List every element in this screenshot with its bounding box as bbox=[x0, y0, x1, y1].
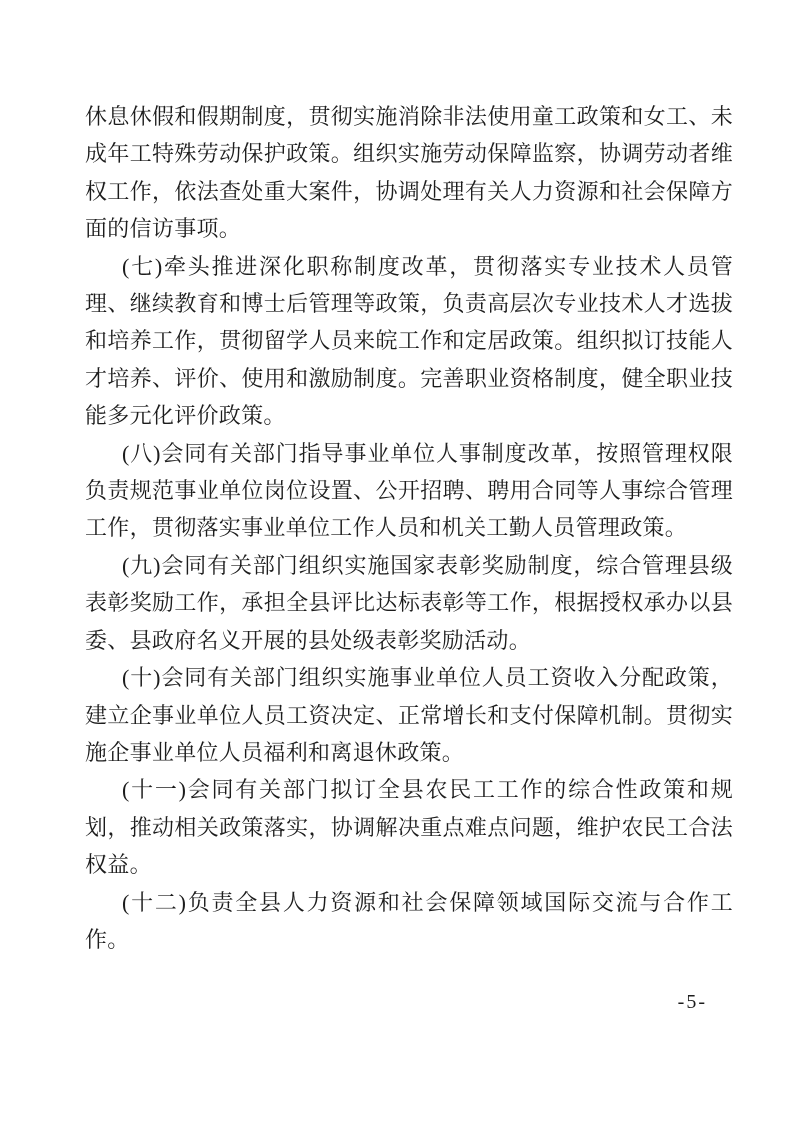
paragraph: 休息休假和假期制度，贯彻实施消除非法使用童工政策和女工、未成年工特殊劳动保护政策。组织实施劳动保障监察，协调劳动者维权工作，依法查处重大案件，协调处理有关人力资源和社会保障方面的信访事项。 bbox=[85, 104, 733, 242]
paragraph: (七)牵头推进深化职称制度改革，贯彻落实专业技术人员管理、继续教育和博士后管理等政策，负责高层次专业技术人才选拔和培养工作，贯彻留学人员来皖工作和定居政策。组织拟订技能人才培养、评价、使用和激励制度。完善职业资格制度，健全职业技能多元化评价政策。 bbox=[85, 253, 733, 429]
paragraph: (十一)会同有关部门拟订全县农民工工作的综合性政策和规划，推动相关政策落实，协调解决重点难点问题，维护农民工合法权益。 bbox=[85, 777, 733, 878]
paragraph: (十二)负责全县人力资源和社会保障领域国际交流与合作工作。 bbox=[85, 889, 733, 952]
paragraph: (八)会同有关部门指导事业单位人事制度改革，按照管理权限负责规范事业单位岗位设置、公开招聘、聘用合同等人事综合管理工作，贯彻落实事业单位工作人员和机关工勤人员管理政策。 bbox=[85, 440, 733, 541]
document-body bbox=[85, 98, 733, 958]
page-number: -5- bbox=[677, 991, 707, 1013]
paragraph: (九)会同有关部门组织实施国家表彰奖励制度，综合管理县级表彰奖励工作，承担全县评比达标表彰等工作，根据授权承办以县委、县政府名义开展的县处级表彰奖励活动。 bbox=[85, 552, 733, 653]
paragraph: (十)会同有关部门组织实施事业单位人员工资收入分配政策，建立企事业单位人员工资决定、正常增长和支付保障机制。贯彻实施企事业单位人员福利和离退休政策。 bbox=[85, 665, 733, 765]
